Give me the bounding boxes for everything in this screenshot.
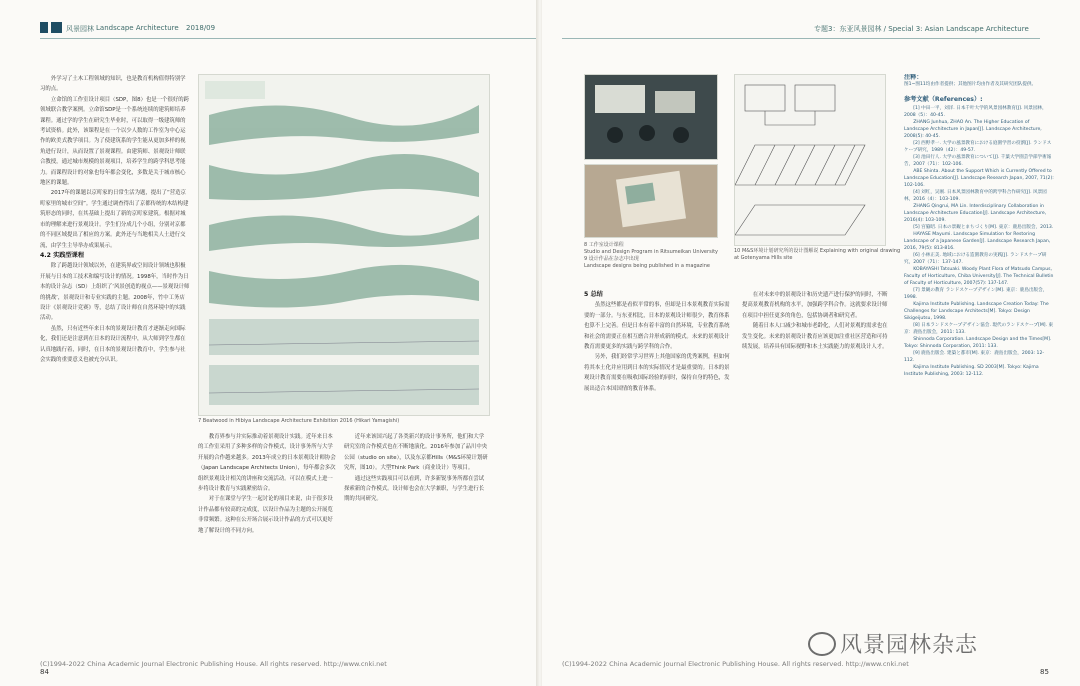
reference-item: ZHANG Qingrui, MA Lin. Interdisciplinary Collaboration in Landscape Architecture Education[J]. Landscape Architecture, 2016(4): 103-109. bbox=[904, 204, 1047, 223]
figure-10-drawings bbox=[734, 74, 886, 246]
journal-name: Landscape Architecture bbox=[96, 24, 179, 32]
figure-8-9-caption: 8 工作室设计课程 Studio and Design Program in Ritsumeikan University 9 设计作品在杂志中出现 Landscape designs being published in a magazine bbox=[584, 242, 718, 269]
reference-item: [1] 中田一平，刘洋. 日本千叶大学的风景园林教育[J]. 风景园林，2008（5）：40-45. bbox=[904, 106, 1047, 118]
reference-item: [6] 小林正美. 地域における造園教育の実践[J]. ランドスケープ研究，2007（71）：137-147. bbox=[904, 253, 1047, 265]
paragraph: 虽然，只有近些年来日本的景观设计教育才逐渐走向国际化，我们还是注意到在日本的设计流程中，从大师到学生都在认真地践行着，同时，在日本的景观设计教育中，学生参与社会实践的重要意义也被充分认识。 bbox=[40, 325, 186, 363]
references-sidebar bbox=[904, 74, 1054, 624]
reference-item: [8] 日本ランドスケープデザイン協会. 現代のランドスケープ[M]. 東京：鹿島出版会，2011: 133. bbox=[904, 323, 1054, 335]
paragraph: 通过这些实践项目可以看到，许多新锐事务所都在尝试探索新的合作模式。设计师也会在大学兼职，与学生进行长期的共同研究。 bbox=[344, 475, 485, 503]
section-heading: 5 总结 bbox=[584, 291, 603, 298]
paragraph: 除了跨越设计领域以外，在建筑界或空间设计领域也积极开展与日本的工技术和编写设计的情况。1998年，当时作为日本的设计杂志（SD）上组织了‘风景创造的视点——景观设计师的挑战’，景观设计和专业实践的主题。2008年，竹中工务店设计《景观设计竞赛》等，总结了设计师在自然环境中的实践活动。 bbox=[40, 263, 190, 322]
reference-item: KOBAYASHI Tatsuaki. Woody Plant Flora of Matsudo Campus, Faculty of Horticulture, Chiba University[J]. The Technical Bulletin of Faculty of Horticulture, 2007(57): 137-147. bbox=[904, 267, 1054, 286]
section-heading: 4.2 实践型课程 bbox=[40, 251, 85, 259]
reference-item: Shinnoda Corporation. Landscape Design and the Times[M]. Tokyo: Shinnoda Corporation, 2011: 133. bbox=[904, 337, 1052, 349]
paragraph: 另外，我们经常学习世界上其他国家的优秀案例，但如何将其本土化并应用到日本的实际情况才是最重要的。日本的景观设计教育需要在吸收国际经验的同时，保持自身的特色，发展出适合本国国情的教育体系。 bbox=[584, 354, 730, 392]
figure-10-caption: 10 M&S环境计划研究所的设计图解说 Explaining with original drawing at Gotenyama Hills site bbox=[734, 248, 901, 261]
journal-logo bbox=[40, 22, 62, 33]
reference-item: [2] 西野孝一. 大学の風景教育における庭園学習の役割[J]. ランドスケープ研究，1989（42）：49-57. bbox=[904, 141, 1052, 153]
figure-7-river-drawings bbox=[198, 74, 490, 416]
figure-7-caption: 7 Beatwood in Hibiya Landscape Architecture Exhibition 2016 (Hikari Yamagishi) bbox=[198, 418, 400, 424]
left-page bbox=[0, 0, 538, 686]
references-list bbox=[904, 105, 1054, 378]
drawing-graphic bbox=[735, 75, 885, 245]
reference-item: ABE Shinta. About the Support Which is Currently Offered to Landscape Education[J]. Landscape Research Japan, 2007, 71(2): 102-106. bbox=[904, 169, 1054, 188]
wechat-icon bbox=[808, 632, 836, 656]
left-column-3 bbox=[344, 432, 488, 646]
right-page-number: 85 bbox=[1040, 668, 1049, 676]
left-column-2 bbox=[198, 432, 336, 646]
magazine-photo-graphic bbox=[585, 165, 717, 237]
right-column-1 bbox=[584, 290, 734, 646]
header-rule bbox=[40, 38, 538, 39]
header-rule bbox=[562, 38, 1040, 39]
references-title: 参考文献（References）: bbox=[904, 96, 983, 103]
right-footer: (C)1994-2022 China Academic Journal Electronic Publishing House. All rights reserved. http://www.cnki.net bbox=[562, 660, 909, 668]
reference-item: [4] 刘红，吴刚. 日本风景园林教育中的跨学科合作研究[J]. 风景园林，2016（4）：103-109. bbox=[904, 190, 1047, 202]
figure-8-studio-photo bbox=[584, 74, 718, 160]
issue-number: 2018/09 bbox=[186, 24, 216, 32]
notes-title: 注释： bbox=[904, 74, 923, 81]
paragraph: 虽然这些都是看似平常的事，但却是日本景观教育实际需要的一部分。与东亚相比，日本的景观设计师很少，教育体系也算不上完善。但是日本有着丰富的自然环境，专业教育系统和社会的需要正在相互磨合并形成新的模式。未来的景观设计教育需要更多的实践与跨学科的合作。 bbox=[584, 302, 730, 351]
paragraph: 外学习了土木工程领域的知识，也是教育机构值得特别学习的点。 bbox=[40, 76, 186, 93]
reference-item: [9] 鹿島出版会. 建築と都市[M]. 東京：鹿島出版会，2003: 12-112. bbox=[904, 351, 1045, 363]
journal-logo-text: 风景园林 bbox=[66, 25, 94, 33]
reference-item: [3] 池田行人. 大学の風景教育について[J]. 千葉大学園芸学部学術報告，2007（71）：102-106. bbox=[904, 155, 1052, 167]
paragraph: 立命馆的工作室设计项目（SDP，图8）也是一个很好的跨领域联合教学案例。立命馆SDP是一个系统连续的建筑师培养课程。通过学的学生在研究生毕业时，可以取得一级建筑师的考试资格。此外，该课程是在一个以少人数的工作室为中心运作的欧美式教学项目。为了使建筑系的学生能从更加多样的视角进行设计，从而设置了景观课程。由建筑师、景观设计师联合教授，通过城市规模的景观项目，培养学生的跨学科思考能力。而课程设计的对象也每年都会变化，多数是关于城市核心地区的课题。 bbox=[40, 96, 190, 187]
paragraph: 教育界参与并实际推动着景观设计实践。近年来日本的工作室采用了多种多样的合作模式，设计事务所与大学开展的合作越来越多。2013年成立的日本景观设计师协会（Japan Landscape Architects Union），每年都会多次组织景观设计相关的讲座和交流活动。可以在模式上进一步将设计教育与实践紧密结合。 bbox=[198, 434, 336, 493]
watermark-text: 风景园林杂志 bbox=[840, 633, 979, 658]
reference-item: Kajima Institute Publishing. SD 2003[M]. Tokyo: Kajima Institute Publishing, 2003: 12-112. bbox=[904, 365, 1039, 377]
river-drawings-graphic bbox=[199, 75, 489, 415]
reference-item: [5] 宫脇昭. 日本の景観とまちづくり[M]. 東京：鹿島出版会，2013. bbox=[913, 225, 1054, 230]
left-column-1 bbox=[40, 74, 190, 646]
reference-item: [7] 景観の教育 ランドスケープデザイン[M]. 東京：鹿島出版会，1998. bbox=[904, 288, 1048, 300]
paragraph: 2017年的课题以京町家的日常生活为题，提出了“营造京町家里的城市空间”。学生通过调查得出了京都传统的木结构建筑形态的同时，在其基础上提出了新的京町家建筑。根据对城市的理解来进行景观设计。学生们分成几个小组，分别对京都的不同区域提出了相应的方案。此外还与当地相关人士进行交流，由学生主导举办成果展示。 bbox=[40, 190, 189, 249]
special-topic-header: 专题3：东亚风景园林 / Special 3: Asian Landscape Architecture bbox=[814, 25, 1029, 33]
left-page-number: 84 bbox=[40, 668, 49, 676]
paragraph: 对于在课堂与学生一起讨论的项目来说，由于很多设计作品都有较高的完成度，以设计作品为主题的公开展览非常频繁。这种在公开场合展示设计作品的方式可以更好地了解设计的不同方向。 bbox=[198, 496, 333, 534]
left-footer: (C)1994-2022 China Academic Journal Electronic Publishing House. All rights reserved. http://www.cnki.net bbox=[40, 660, 387, 668]
reference-item: Kajima Institute Publishing. Landscape Creation Today: The Challenges for Landscape Architects[M]. Tokyo: Design Sikigeijutsu, 1998. bbox=[904, 302, 1049, 321]
reference-item: ZHANG Junhua, ZHAO An. The Higher Education of Landscape Architecture in Japan[J]. Landscape Architecture, 2008(5): 40-45. bbox=[904, 120, 1042, 139]
paragraph: 随着日本人口减少和城市老龄化，人们对景观的需求也在发生变化。未来的景观设计教育应该更加注重社区营造和可持续发展，培养具有国际视野和本土实践能力的景观设计人才。 bbox=[742, 323, 888, 351]
reference-item: HAYASE Mayumi. Landscape Simulation for Restoring Landscape of a Japanese Garden[J]. Landscape Research Japan, 2016, 79(5): 813-816. bbox=[904, 232, 1051, 251]
paragraph: 在对未来中的景观设计和历史遗产进行保护的同时，不断提高景观教育机构的水平，加强跨学科合作。这就要求设计师在项目中担任更多的角色，包括协调者和研究者。 bbox=[742, 292, 888, 319]
notes-text: 图1~图11均由作者提供；其他图片均由作者及其研究团队提供。 bbox=[904, 82, 1037, 87]
paragraph: 近年来该国兴起了各类新兴的设计事务所，他们和大学研究室的合作模式也在不断地演化。2016年参加了品川中央公园（studio on site），以及东京都Hills（M&S环境计划研究所，图10）。大型Think Park（商业设计）等项目。 bbox=[344, 434, 488, 472]
right-column-2 bbox=[742, 290, 892, 646]
figure-9-magazine-photo bbox=[584, 164, 718, 238]
right-page bbox=[542, 0, 1080, 686]
studio-photo-graphic bbox=[585, 75, 717, 159]
